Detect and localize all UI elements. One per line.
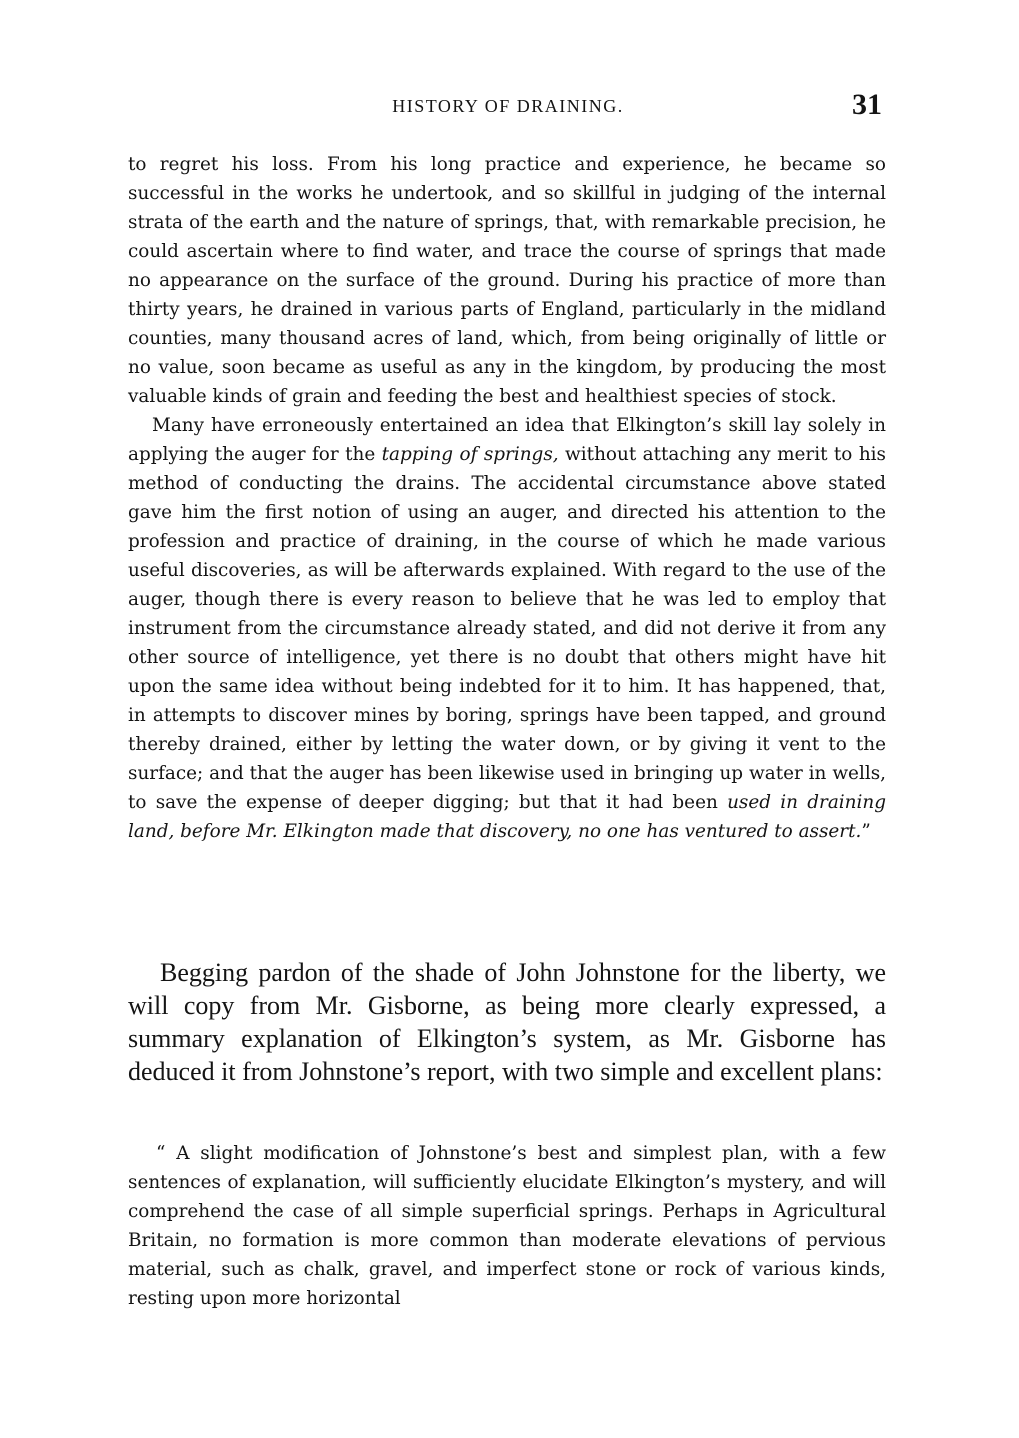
quoted-paragraph-2-part-1: Many have erroneously entertained an idea that Elkington’s skill lay solely in applying the auger for the — [128, 415, 886, 465]
quoted-paragraph-1: to regret his loss. From his long practice and experience, he became so successful in the works he undertook, and so skillful in judging of the internal strata of the earth and the nature of springs, that, with remarkable precision, he could ascertain where to find water, and trace the course of springs that made no appearance on the surface of the ground. During his practice of more than thirty years, he drained in various parts of England, particularly in the midland counties, many thousand acres of land, which, from being originally of little or no value, soon became as useful as any in the kingdom, by producing the most valuable kinds of grain and feeding the best and healthiest species of stock. — [128, 154, 886, 407]
second-quoted-paragraph: “ A slight modification of Johnstone’s best and simplest plan, with a few sentences of explanation, will sufficiently elucidate Elkington’s mystery, and will comprehend the case of all simple superficial springs. Perhaps in Agricultural Britain, no formation is more common than moderate elevations of pervious material, such as chalk, gravel, and imperfect stone or rock of various kinds, resting upon more horizontal — [128, 1143, 886, 1309]
quoted-paragraph-2-closing-quote: ” — [861, 821, 871, 842]
quoted-paragraph-2-part-2: without attaching any merit to his method of conducting the drains. The accidental circumstance above stated gave him the first notion of using an auger, and directed his attention to the profession and practice of draining, in the course of which he made various useful discoveries, as will be afterwards explained. With regard to the use of the auger, though there is every reason to believe that he was led to employ that instrument from the circumstance already stated, and did not derive it from any other source of intelligence, yet there is no doubt that others might have hit upon the same idea without being indebted for it to him. It has happened, that, in attempts to discover mines by boring, springs have been tapped, and ground thereby drained, either by letting the water down, or by giving it vent to the surface; and that the auger has been likewise used in bringing up water in wells, to save the expense of deeper digging; but that it had been — [128, 444, 886, 813]
page-number: 31 — [852, 88, 882, 121]
quoted-passage — [128, 150, 886, 846]
quoted-paragraph-2 — [128, 411, 886, 846]
quoted-paragraph-2-italic-2: used in draining land, before Mr. Elkington made that discovery, no one has ventured to assert. — [128, 792, 887, 842]
second-quoted-passage — [128, 1139, 886, 1313]
running-title: HISTORY OF DRAINING. — [392, 96, 624, 116]
quoted-paragraph-2-italic-1: tapping of springs, — [381, 444, 559, 465]
running-head — [128, 88, 888, 128]
main-paragraph: Begging pardon of the shade of John Johnstone for the liberty, we will copy from Mr. Gisborne, as being more clearly expressed, a summary explanation of Elkington’s system, as Mr. Gisborne has deduced it from Johnstone’s report, with two simple and excellent plans: — [128, 958, 886, 1086]
